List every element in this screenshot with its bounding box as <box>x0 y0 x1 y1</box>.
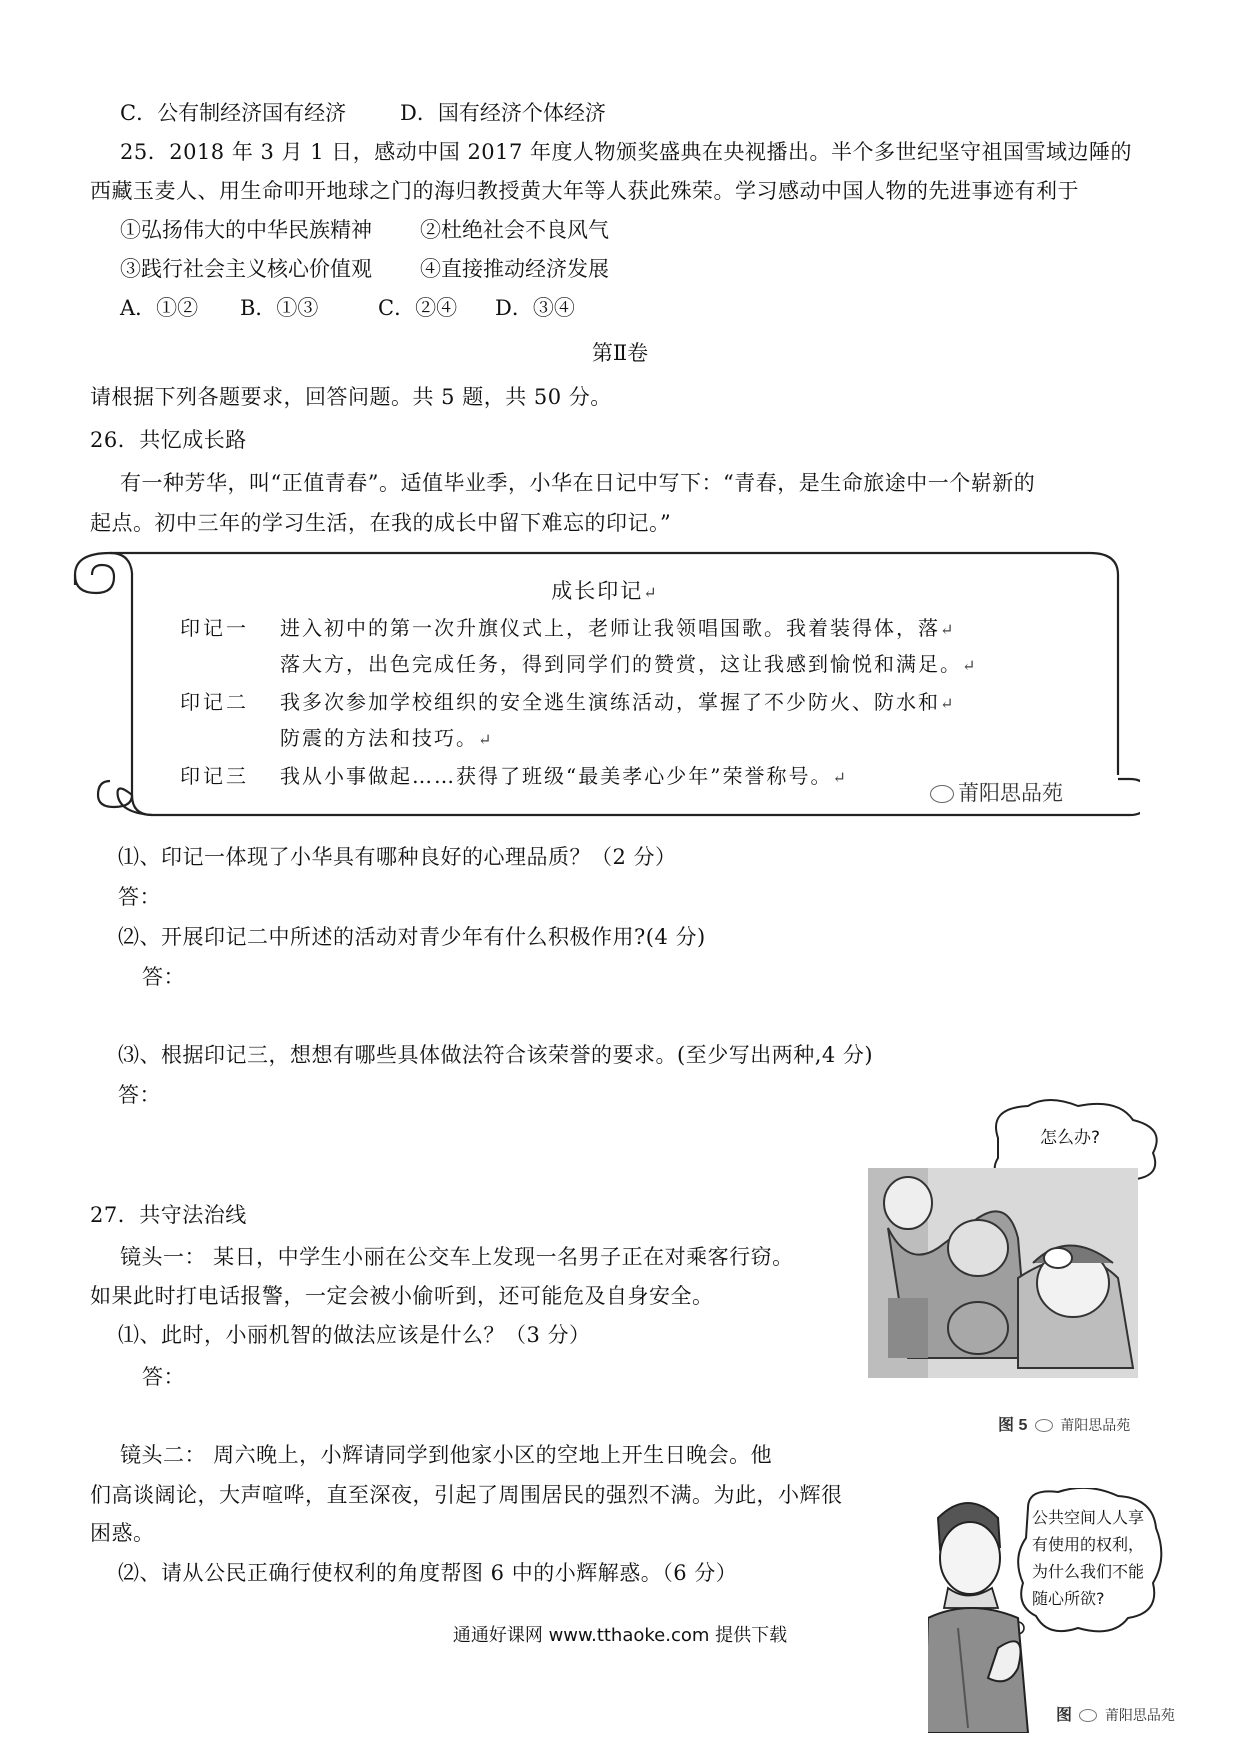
scroll-title: 成长印记↵ <box>551 579 659 603</box>
q26-sub3: ⑶、根据印记三，想想有哪些具体做法符合该荣誉的要求。(至少写出两种,4 分) <box>118 1043 874 1067</box>
fig6-bubble-line1: 公共空间人人享 <box>1032 1508 1145 1527</box>
q26-answer1: 答： <box>118 885 161 909</box>
wechat-icon <box>930 785 954 803</box>
fig6-bubble-line3: 为什么我们不能 <box>1032 1562 1145 1581</box>
q27-shot2-line1: 镜头二： 周六晚上，小辉请同学到他家小区的空地上开生日晚会。他 <box>120 1443 773 1467</box>
figure-5-cartoon <box>868 1098 1168 1443</box>
mark1-text-line2: 落大方，出色完成任务，得到同学们的赞赏，这让我感到愉悦和满足。↵ <box>280 652 978 676</box>
q25-item-1: ①弘扬伟大的中华民族精神 <box>120 218 372 242</box>
fig6-bubble-line4: 随心所欲? <box>1032 1589 1105 1608</box>
q25-item-3: ③践行社会主义核心价值观 <box>120 257 372 281</box>
q25-item-2: ②杜绝社会不良风气 <box>420 218 609 242</box>
q26-title: 26．共忆成长路 <box>90 428 247 452</box>
bus-scene-illustration <box>868 1098 1168 1443</box>
q26-sub2: ⑵、开展印记二中所述的活动对青少年有什么积极作用?(4 分) <box>118 925 706 949</box>
q27-sub1: ⑴、此时，小丽机智的做法应该是什么？（3 分） <box>118 1323 591 1347</box>
scroll-watermark: 莆阳思品苑 <box>930 777 1063 807</box>
mark2-text-line1: 我多次参加学校组织的安全逃生演练活动，掌握了不少防火、防水和↵ <box>280 690 956 714</box>
q25-stem-line1: 25．2018 年 3 月 1 日，感动中国 2017 年度人物颁奖盛典在央视播出。半个多世纪坚守祖国雪域边陲的 <box>120 140 1133 164</box>
fig6-caption: 图 莆阳思品苑 <box>1056 1707 1175 1724</box>
q27-answer1: 答： <box>142 1365 185 1389</box>
q27-shot1-line1: 镜头一： 某日，中学生小丽在公交车上发现一名男子正在对乘客行窃。 <box>120 1245 794 1269</box>
q26-answer3: 答： <box>118 1083 161 1107</box>
q26-answer2: 答： <box>142 965 185 989</box>
mark2-text-line2: 防震的方法和技巧。↵ <box>280 726 494 750</box>
fig5-caption: 图 5 莆阳思品苑 <box>998 1417 1131 1434</box>
fig6-bubble-line2: 有使用的权利， <box>1032 1535 1145 1554</box>
wechat-icon <box>1079 1709 1097 1722</box>
mark1-label: 印记一 <box>180 616 249 640</box>
q27-shot2-line2: 们高谈阔论，大声喧哗，直至深夜，引起了周围居民的强烈不满。为此，小辉很 <box>90 1483 843 1507</box>
q26-sub1: ⑴、印记一体现了小华具有哪种良好的心理品质？（2 分） <box>118 845 677 869</box>
fig6-bubble-text <box>1032 1504 1144 1612</box>
q24-option-c: C．公有制经济国有经济 <box>120 101 347 125</box>
mark3-label: 印记三 <box>180 764 249 788</box>
wechat-icon <box>1035 1419 1053 1432</box>
part2-heading: 第Ⅱ卷 <box>591 341 649 365</box>
mark1-text-line1: 进入初中的第一次升旗仪式上，老师让我领唱国歌。我着装得体，落↵ <box>280 616 956 640</box>
q27-shot1-line2: 如果此时打电话报警，一定会被小偷听到，还可能危及自身安全。 <box>90 1284 714 1308</box>
growth-marks-scroll <box>70 545 1140 820</box>
figure-6-cartoon <box>928 1488 1175 1733</box>
part2-instructions: 请根据下列各题要求，回答问题。共 5 题，共 50 分。 <box>90 385 612 409</box>
q25-choice-a: A．①② <box>120 296 199 320</box>
mark3-text: 我从小事做起……获得了班级“最美孝心少年”荣誉称号。↵ <box>280 764 848 788</box>
mark2-label: 印记二 <box>180 690 249 714</box>
q25-item-4: ④直接推动经济发展 <box>420 257 609 281</box>
q24-option-d: D．国有经济个体经济 <box>400 101 606 125</box>
fig5-bubble-text: 怎么办? <box>1040 1128 1101 1148</box>
q25-choice-c: C．②④ <box>378 296 458 320</box>
q27-shot2-line3: 困惑。 <box>90 1521 155 1545</box>
q26-intro-line1: 有一种芳华，叫“正值青春”。适值毕业季，小华在日记中写下：“青春，是生命旅途中一个崭新的 <box>120 471 1036 495</box>
q26-intro-line2: 起点。初中三年的学习生活，在我的成长中留下难忘的印记。” <box>90 511 672 535</box>
q27-sub2: ⑵、请从公民正确行使权利的角度帮图 6 中的小辉解惑。（6 分） <box>118 1561 738 1585</box>
q27-title: 27．共守法治线 <box>90 1203 247 1227</box>
q25-choice-b: B．①③ <box>240 296 319 320</box>
q25-choice-d: D．③④ <box>495 296 575 320</box>
q25-stem-line2: 西藏玉麦人、用生命叩开地球之门的海归教授黄大年等人获此殊荣。学习感动中国人物的先进事迹有利于 <box>90 179 1079 203</box>
page-footer: 通通好课网 www.tthaoke.com 提供下载 <box>452 1625 788 1646</box>
